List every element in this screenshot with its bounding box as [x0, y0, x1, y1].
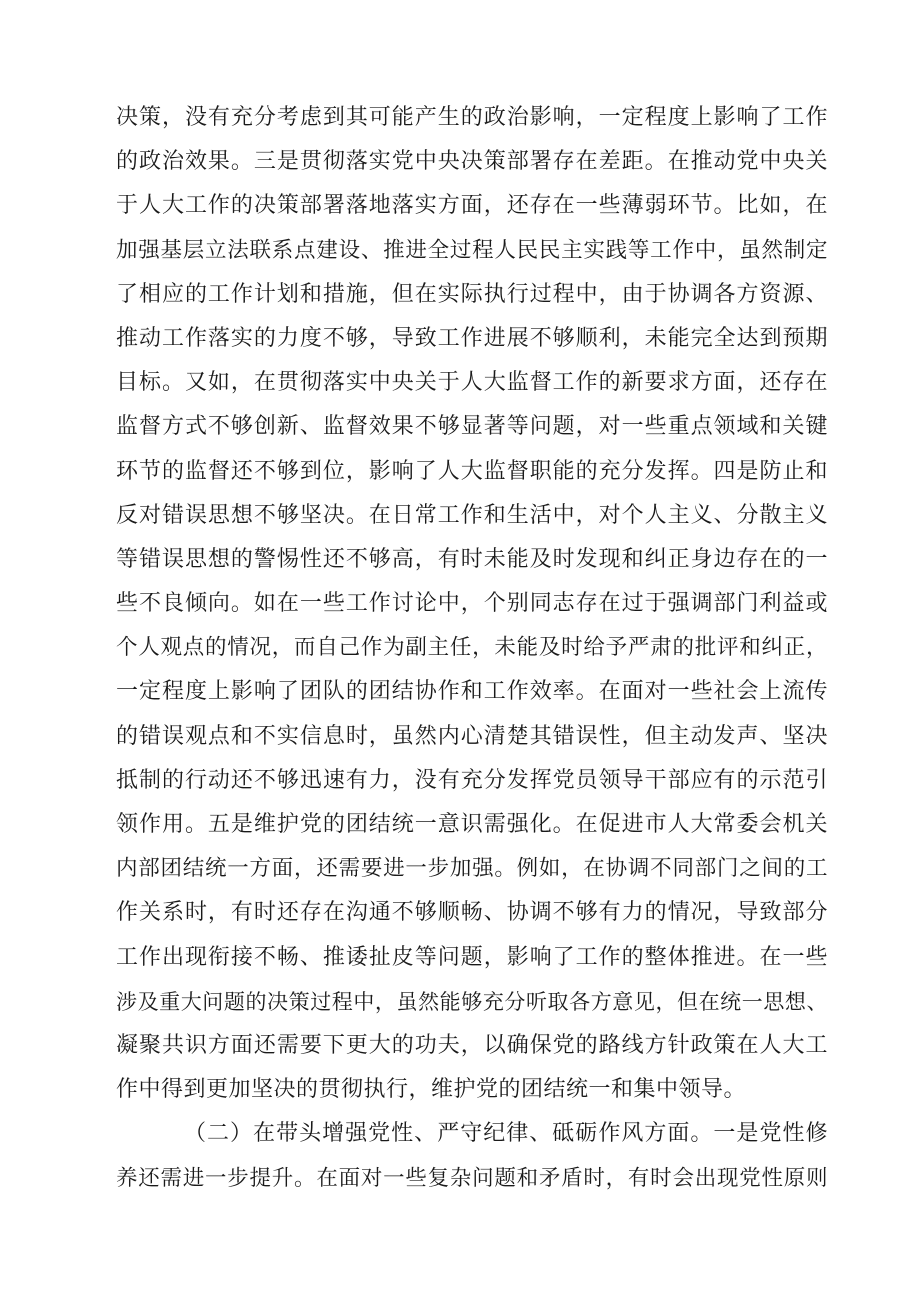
text-line: 内部团结统一方面，还需要进一步加强。例如，在协调不同部门之间的工: [116, 856, 828, 882]
text-line: 加强基层立法联系点建设、推进全过程人民民主实践等工作中，虽然制定: [116, 237, 828, 263]
text-line: 于人大工作的决策部署落地落实方面，还存在一些薄弱环节。比如，在: [116, 193, 828, 219]
text-line: 决策，没有充分考虑到其可能产生的政治影响，一定程度上影响了工作: [116, 105, 828, 130]
text-line: 养还需进一步提升。在面对一些复杂问题和矛盾时，有时会出现党性原则: [116, 1165, 828, 1191]
text-line: 等错误思想的警惕性还不够高，有时未能及时发现和纠正身边存在的一: [116, 546, 828, 572]
text-line: 目标。又如，在贯彻落实中央关于人大监督工作的新要求方面，还存在: [116, 370, 828, 396]
text-line: 的政治效果。三是贯彻落实党中央决策部署存在差距。在推动党中央关: [116, 149, 828, 175]
text-line: 工作出现衔接不畅、推诿扯皮等问题，影响了工作的整体推进。在一些: [116, 944, 828, 970]
text-line: 了相应的工作计划和措施，但在实际执行过程中，由于协调各方资源、: [116, 281, 828, 307]
text-line: 反对错误思想不够坚决。在日常工作和生活中，对个人主义、分散主义: [116, 502, 828, 528]
text-line: 监督方式不够创新、监督效果不够显著等问题，对一些重点领域和关键: [116, 414, 828, 440]
text-line: 领作用。五是维护党的团结统一意识需强化。在促进市人大常委会机关: [116, 812, 828, 837]
text-line: 凝聚共识方面还需要下更大的功夫，以确保党的路线方针政策在人大工: [116, 1032, 828, 1058]
text-line: 抵制的行动还不够迅速有力，没有充分发挥党员领导干部应有的示范引: [116, 767, 828, 793]
text-line: 涉及重大问题的决策过程中，虽然能够充分听取各方意见，但在统一思想、: [116, 989, 828, 1014]
text-line: 作关系时，有时还存在沟通不够顺畅、协调不够有力的情况，导致部分: [116, 900, 828, 926]
text-line: 一定程度上影响了团队的团结协作和工作效率。在面对一些社会上流传: [116, 679, 828, 705]
text-line: 推动工作落实的力度不够，导致工作进展不够顺利，未能完全达到预期: [116, 325, 828, 351]
text-line: 环节的监督还不够到位，影响了人大监督职能的充分发挥。四是防止和: [116, 458, 828, 484]
text-line: 个人观点的情况，而自己作为副主任，未能及时给予严肃的批评和纠正，: [116, 635, 828, 661]
text-line: 的错误观点和不实信息时，虽然内心清楚其错误性，但主动发声、坚决: [116, 723, 828, 749]
body-text: [116, 96, 828, 1201]
text-line: 些不良倾向。如在一些工作讨论中，个别同志存在过于强调部门利益或: [116, 591, 828, 617]
section-heading-line: （二）在带头增强党性、严守纪律、砥砺作风方面。一是党性修: [184, 1121, 828, 1147]
paragraph-end-line: 作中得到更加坚决的贯彻执行，维护党的团结统一和集中领导。: [116, 1077, 747, 1103]
